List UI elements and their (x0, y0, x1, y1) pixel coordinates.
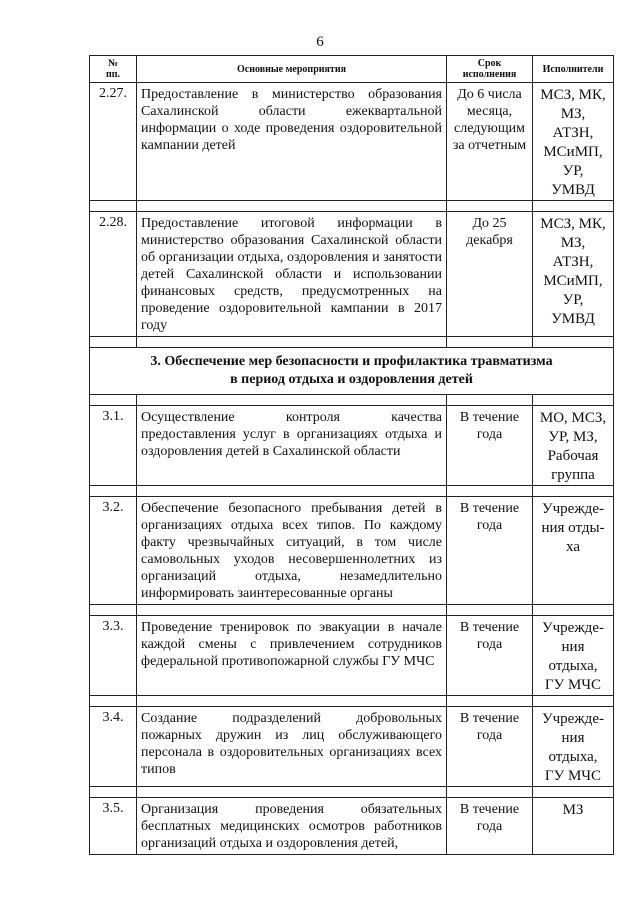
executor-line: МСЗ, МК, (540, 87, 606, 103)
section-block (90, 337, 614, 406)
executor-line: Рабочая (547, 448, 599, 464)
executor-line: отдыха, (548, 749, 598, 765)
executor-line: Учрежде- (542, 501, 604, 517)
activity-executors (533, 707, 614, 787)
executor-line: АТЗН, (552, 125, 594, 141)
spacer-row (90, 486, 614, 497)
spacer-row (90, 201, 614, 212)
executor-line: УМВД (551, 182, 595, 198)
activity-executors (533, 406, 614, 486)
page-number: 6 (316, 34, 324, 50)
activity-term: В течение года (447, 406, 533, 486)
executor-line: МЗ (562, 802, 584, 818)
spacer-row (90, 696, 614, 707)
executor-line: отдыха, (548, 658, 598, 674)
table-body-part1 (90, 83, 614, 337)
row-number: 2.28. (90, 212, 137, 337)
row-number: 3.3. (90, 616, 137, 696)
table-row (90, 707, 614, 787)
executor-line: МСЗ, МК, (540, 216, 606, 232)
row-number: 3.2. (90, 497, 137, 605)
table-header-row (90, 56, 614, 83)
executor-line: ГУ МЧС (544, 768, 602, 784)
activity-executors (533, 798, 614, 855)
activity-term: В течение года (447, 497, 533, 605)
executor-line: МСиМП, (543, 144, 603, 160)
executor-line: МЗ, (560, 235, 586, 251)
executor-line: АТЗН, (552, 254, 594, 270)
activity-executors (533, 212, 614, 337)
executor-line: УМВД (551, 311, 595, 327)
table-row (90, 406, 614, 486)
executor-line: МО, МСЗ, (539, 410, 607, 426)
activity-description: Предоставление итоговой информации в министерство образования Сахалинской области об организации отдыха, оздоровления и занятости детей Сахалинской области и использовании финансовых средств, предусмотренных на проведение оздоровительной кампании в 2017 году (137, 212, 447, 337)
executor-line: Учрежде- (542, 620, 604, 636)
spacer-row (90, 787, 614, 798)
executor-line: ния (561, 730, 585, 746)
table-row (90, 83, 614, 201)
table-row (90, 616, 614, 696)
header-num: № пп. (90, 56, 137, 83)
spacer-row (90, 337, 614, 348)
table-row (90, 798, 614, 855)
table-body-part2 (90, 406, 614, 855)
activity-description: Обеспечение безопасного пребывания детей в организациях отдыха всех типов. По каждому факту чрезвычайных ситуаций, в том числе самовольных уходов несовершеннолетних из организаций отдыха, незамедлительно информировать заинтересованные органы (137, 497, 447, 605)
row-number: 2.27. (90, 83, 137, 201)
executor-line: Учрежде- (542, 711, 604, 727)
activity-executors (533, 83, 614, 201)
activity-description: Предоставление в министерство образования Сахалинской области ежеквартальной информации о ходе проведения оздоровительной кампании детей (137, 83, 447, 201)
activity-description: Организация проведения обязательных бесплатных медицинских осмотров работников организаций отдыха и оздоровления детей, (137, 798, 447, 855)
executor-line: ния (561, 639, 585, 655)
activities-table (89, 55, 614, 855)
row-number: 3.1. (90, 406, 137, 486)
activity-term: В течение года (447, 707, 533, 787)
spacer-row (90, 605, 614, 616)
executor-line: УР, (562, 292, 584, 308)
section-title (90, 348, 614, 395)
executor-line: МСиМП, (543, 273, 603, 289)
activity-description: Проведение тренировок по эвакуации в начале каждой смены с привлечением сотрудников федеральной противопожарной службы ГУ МЧС (137, 616, 447, 696)
executor-line: ха (566, 539, 580, 555)
executor-line: МЗ, (560, 106, 586, 122)
executor-line: УР, МЗ, (548, 429, 598, 445)
activity-term: До 25 декабря (447, 212, 533, 337)
spacer-row (90, 395, 614, 406)
activity-executors (533, 497, 614, 605)
section-title-line2: в период отдыха и оздоровления детей (230, 372, 473, 387)
activity-description: Осуществление контроля качества предоставления услуг в организациях отдыха и оздоровления детей в Сахалинской области (137, 406, 447, 486)
table-row (90, 212, 614, 337)
activity-term: В течение года (447, 798, 533, 855)
header-activity: Основные мероприятия (137, 56, 447, 83)
executor-line: ния отды- (541, 520, 605, 536)
activity-description: Создание подразделений добровольных пожарных дружин из лиц обслуживающего персонала в оздоровительных организациях всех типов (137, 707, 447, 787)
activity-term: В течение года (447, 616, 533, 696)
header-executors: Исполнители (533, 56, 614, 83)
activity-term: До 6 числа месяца, следующим за отчетным (447, 83, 533, 201)
header-term: Срок исполнения (447, 56, 533, 83)
executor-line: УР, (562, 163, 584, 179)
table-row (90, 497, 614, 605)
activity-executors (533, 616, 614, 696)
section-header-row (90, 348, 614, 395)
executor-line: группа (551, 467, 595, 483)
executor-line: ГУ МЧС (544, 677, 602, 693)
section-title-line1: 3. Обеспечение мер безопасности и профилактика травматизма (150, 354, 553, 369)
row-number: 3.4. (90, 707, 137, 787)
row-number: 3.5. (90, 798, 137, 855)
